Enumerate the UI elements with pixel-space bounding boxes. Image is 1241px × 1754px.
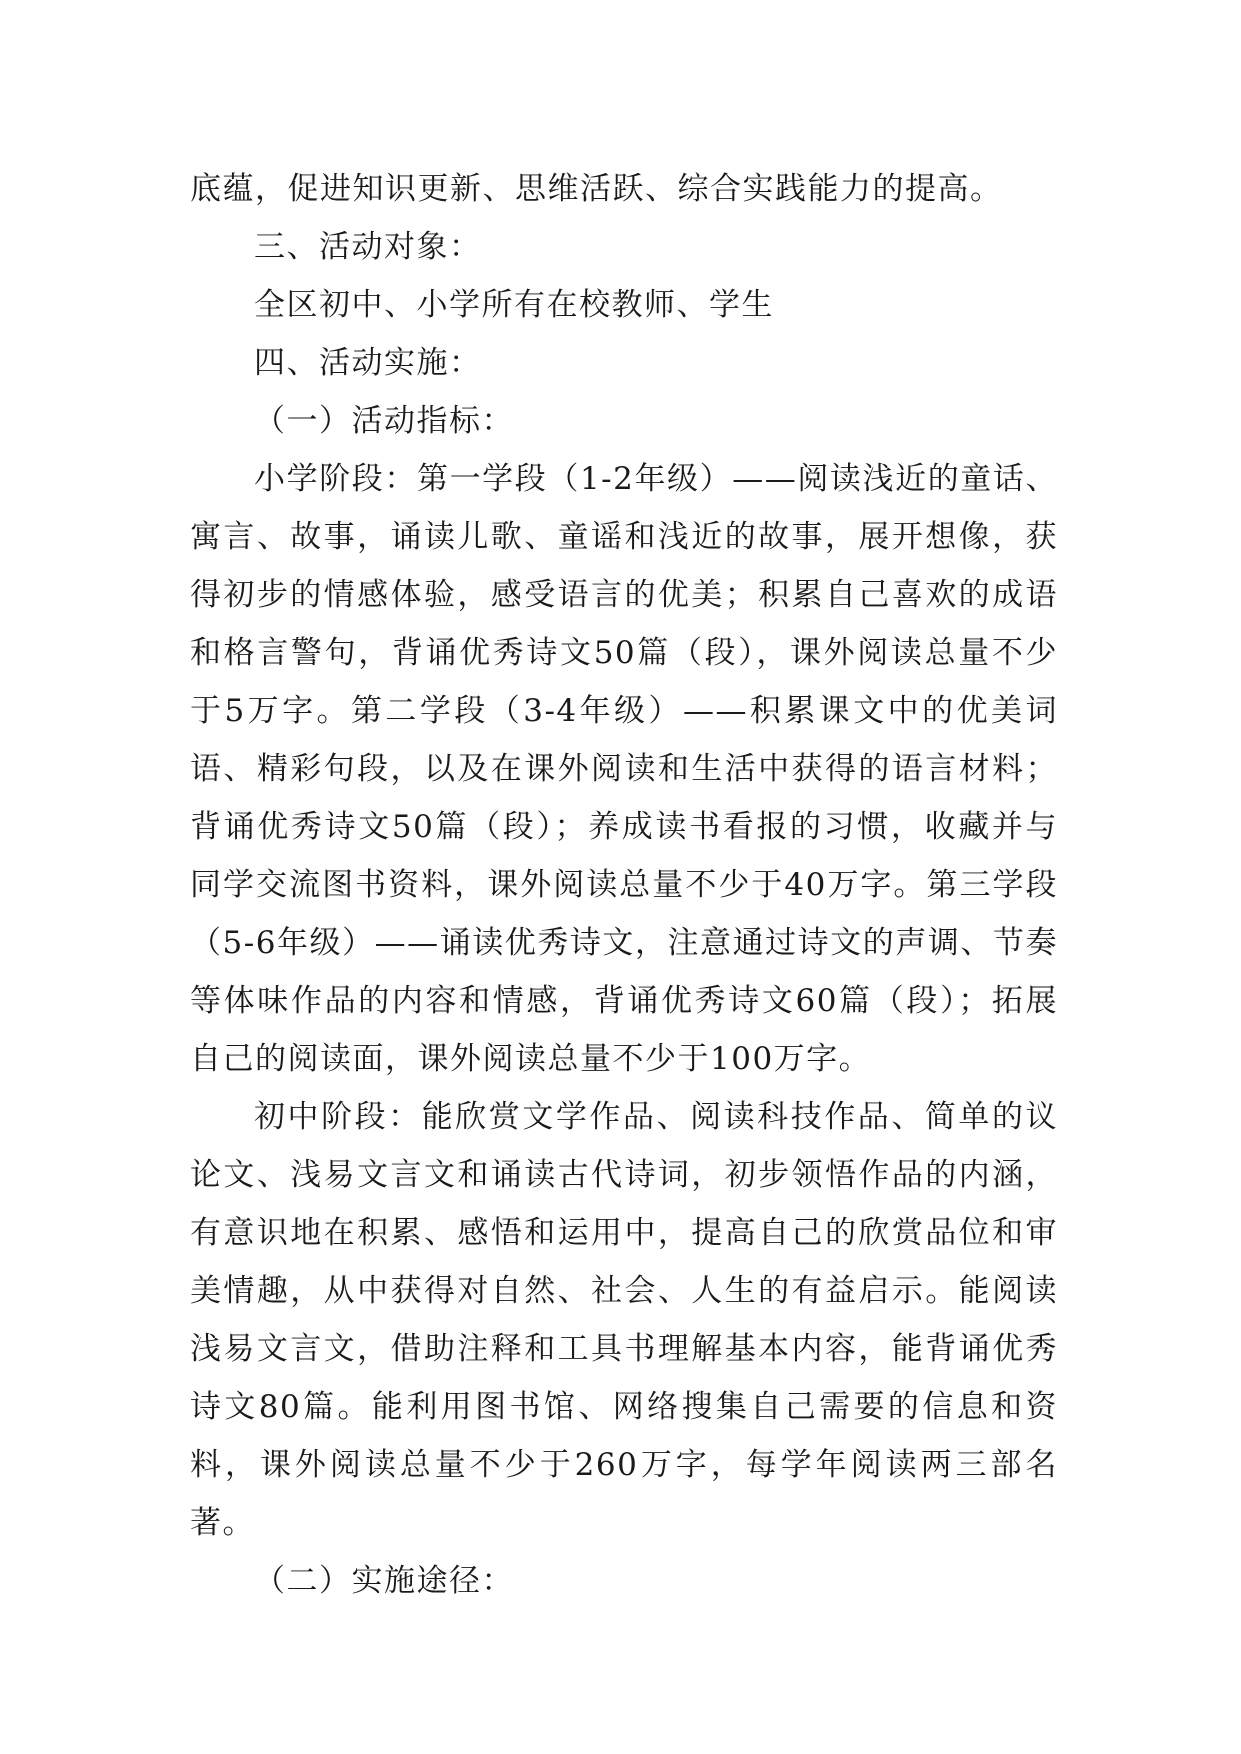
paragraph-continued-text: 底蕴，促进知识更新、思维活跃、综合实践能力的提高。	[190, 171, 1003, 207]
paragraph-junior-high-stage: 初中阶段：能欣赏文学作品、阅读科技作品、简单的议论文、浅易文言文和诵读古代诗词，初步领悟作品的内涵，有意识地在积累、感悟和运用中，提高自己的欣赏品位和审美情趣，从中获得对自然、社会、人生的有益启示。能阅读浅易文言文，借助注释和工具书理解基本内容，能背诵优秀诗文80篇。能利用图书馆、网络搜集自己需要的信息和资料，课外阅读总量不少于260万字，每学年阅读两三部名著。	[190, 1099, 1058, 1541]
section-heading-activity-targets: 三、活动对象：	[254, 229, 482, 265]
subsection-heading-implementation-paths: （二）实施途径：	[254, 1563, 514, 1599]
document-body	[190, 160, 1058, 1610]
paragraph-activity-targets: 全区初中、小学所有在校教师、学生	[254, 287, 774, 323]
section-heading-activity-implementation: 四、活动实施：	[254, 345, 482, 381]
paragraph-primary-school-stage: 小学阶段：第一学段（1-2年级）——阅读浅近的童话、寓言、故事，诵读儿歌、童谣和浅近的故事，展开想像，获得初步的情感体验，感受语言的优美；积累自己喜欢的成语和格言警句，背诵优秀诗文50篇（段），课外阅读总量不少于5万字。第二学段（3-4年级）——积累课文中的优美词语、精彩句段，以及在课外阅读和生活中获得的语言材料；背诵优秀诗文50篇（段）；养成读书看报的习惯，收藏并与同学交流图书资料，课外阅读总量不少于40万字。第三学段（5-6年级）——诵读优秀诗文，注意通过诗文的声调、节奏等体味作品的内容和情感，背诵优秀诗文60篇（段）；拓展自己的阅读面，课外阅读总量不少于100万字。	[190, 461, 1058, 1077]
subsection-heading-activity-indicators: （一）活动指标：	[254, 403, 514, 439]
